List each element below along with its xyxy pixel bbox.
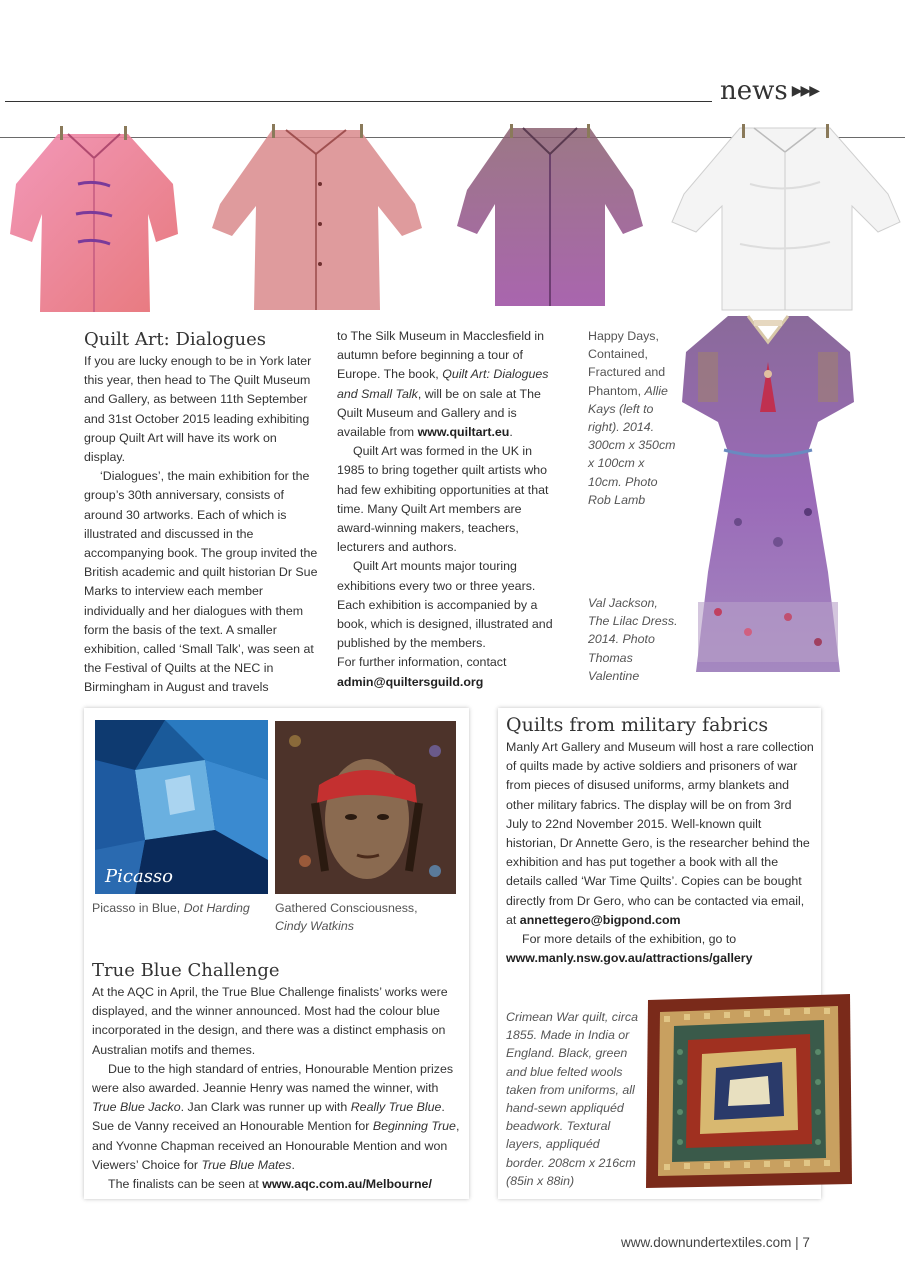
section-label bbox=[720, 76, 818, 106]
caption-gathered bbox=[275, 899, 455, 935]
page-number: 7 bbox=[802, 1235, 810, 1250]
header-rule bbox=[5, 101, 712, 102]
article-title-true-blue: True Blue Challenge bbox=[92, 960, 280, 981]
entry-title: True Blue Jacko bbox=[92, 1100, 181, 1115]
paragraph: Quilt Art mounts major touring exhibitions every two or three years. Each exhibition is accompanied by a book, which is designed, illustrated and published by the members. bbox=[337, 559, 553, 651]
footer bbox=[621, 1235, 810, 1250]
paragraph: At the AQC in April, the True Blue Challenge finalists’ works were displayed, and the winner announced. Most had the colour blue incorporated in the design, and there was a distinct emphasis on Australian motifs and themes. bbox=[92, 985, 448, 1057]
caption-lilac-dress: Val Jackson, The Lilac Dress. 2014. Photo Thomas Valentine bbox=[588, 596, 678, 683]
caption-garments bbox=[588, 327, 680, 509]
paragraph bbox=[92, 1060, 464, 1175]
caption-plain: Happy Days, Contained, Fractured and Phantom, bbox=[588, 329, 666, 398]
link-aqc[interactable]: www.aqc.com.au/Melbourne/ bbox=[262, 1177, 432, 1192]
text-run: to The Silk Museum in Macclesfield in autumn before beginning a tour of Europe. The book, bbox=[337, 329, 545, 382]
entry-title: Really True Blue bbox=[350, 1100, 442, 1115]
text-run: . Sue de Vanny received an Honourable Mention for bbox=[92, 1100, 445, 1134]
article-title-military: Quilts from military fabrics bbox=[506, 714, 769, 736]
paragraph bbox=[506, 738, 814, 930]
text-run: Due to the high standard of entries, Honourable Mention prizes were also awarded. Jeannie Henry was named the winner, with bbox=[92, 1061, 454, 1096]
link-quiltart[interactable]: www.quiltart.eu bbox=[417, 425, 510, 440]
text-run: . Jan Clark was runner up with bbox=[180, 1100, 348, 1115]
paragraph bbox=[506, 930, 814, 968]
book-title: Quilt Art: Dialogues and Small Talk bbox=[337, 367, 549, 401]
text-run: . bbox=[509, 425, 513, 440]
paragraph bbox=[92, 1175, 464, 1194]
footer-url[interactable]: www.downundertextiles.com bbox=[621, 1235, 792, 1250]
lilac-dress-image bbox=[678, 312, 858, 685]
caption-picasso bbox=[92, 899, 250, 917]
text-run: Manly Art Gallery and Museum will host a rare collection of quilts made by active soldiers and prisoners of war from pieces of disused uniforms, army blankets and other military fabrics. The display will be on from 3rd July to 22nd November 2015. Well-known quilt historian, Dr Annette Gero, is the researcher behind the exhibition and has put together a book with all the details called ‘War Time Quilts’. Copies can be bought directly from Dr Gero, who can be contacted via email, at bbox=[506, 740, 814, 927]
text-run: , will be on sale at The Quilt Museum and Gallery and is available from bbox=[337, 386, 541, 440]
triple-arrow-icon: ▶▶▶ bbox=[791, 83, 819, 99]
garment-happy-days bbox=[8, 124, 180, 314]
text-run: The finalists can be seen at bbox=[108, 1177, 259, 1192]
crimean-quilt-image bbox=[644, 992, 855, 1195]
email-quiltersguild[interactable]: admin@quiltersguild.org bbox=[337, 674, 484, 689]
caption-plain: Picasso in Blue, bbox=[92, 901, 181, 915]
text-run: For further information, contact bbox=[337, 655, 507, 670]
footer-separator: | bbox=[795, 1235, 799, 1250]
garment-contained bbox=[210, 124, 425, 314]
paragraph: Quilt Art was formed in the UK in 1985 to bring together quilt artists who had few exhibiting opportunities at that time. Many Quilt Art members are award-winning makers, teachers, lecturers and authors. bbox=[337, 444, 549, 555]
section-label-text: news bbox=[720, 76, 788, 106]
paragraph: ‘Dialogues’, the main exhibition for the group’s 30th anniversary, consists of around 30 artworks. Each of which is illustrated and discussed in the accompanying book. The group invited the British academic and quilt historian Dr Sue Marks to interview each member individually and her dialogues with them form the basis of the text. A smaller exhibition, called ‘Small Talk’, was seen at the Festival of Quilts at the NEC in Birmingham in August and travels bbox=[84, 469, 318, 695]
caption-crimean: Crimean War quilt, circa 1855. Made in India or England. Black, green and blue felted wools taken from uniforms, all hand-sewn appliquéd beadwork. Textural layers, appliquéd border. 208cm x 216cm (85in x 88in) bbox=[506, 1010, 638, 1188]
text-run: For more details of the exhibition, go to bbox=[522, 932, 737, 947]
article-title-quilt-art: Quilt Art: Dialogues bbox=[84, 329, 266, 350]
true-blue-body bbox=[92, 983, 464, 1194]
entry-title: Beginning True bbox=[372, 1119, 456, 1134]
caption-plain: Gathered Consciousness, bbox=[275, 901, 418, 915]
garment-fractured bbox=[455, 124, 645, 310]
paragraph bbox=[337, 327, 562, 442]
caption-italic: Cindy Watkins bbox=[275, 919, 354, 934]
picasso-signature: Picasso bbox=[105, 866, 173, 887]
text-run: . bbox=[291, 1157, 295, 1172]
link-manly[interactable]: www.manly.nsw.gov.au/attractions/gallery bbox=[506, 951, 753, 966]
picasso-in-blue-image bbox=[95, 720, 268, 899]
gathered-consciousness-image bbox=[275, 721, 456, 899]
caption-italic: Allie Kays (left to right). 2014. 300cm x 350cm x 100cm x 10cm. Photo Rob Lamb bbox=[588, 383, 676, 507]
military-body bbox=[506, 738, 814, 968]
garment-phantom bbox=[670, 124, 902, 314]
article1-column1 bbox=[84, 352, 320, 698]
email-annettegero[interactable]: annettegero@bigpond.com bbox=[519, 912, 681, 927]
text-run: , and Yvonne Chapman received an Honourable Mention and won Viewers’ Choice for bbox=[92, 1119, 460, 1172]
paragraph: If you are lucky enough to be in York later this year, then head to The Quilt Museum and Gallery, as between 11th September and 31st October 2015 leading exhibiting group Quilt Art will have its work on display. bbox=[84, 354, 312, 465]
entry-title: True Blue Mates bbox=[201, 1157, 292, 1172]
caption-italic: Dot Harding bbox=[183, 901, 250, 915]
paragraph bbox=[337, 653, 562, 691]
article1-column2 bbox=[337, 327, 562, 692]
